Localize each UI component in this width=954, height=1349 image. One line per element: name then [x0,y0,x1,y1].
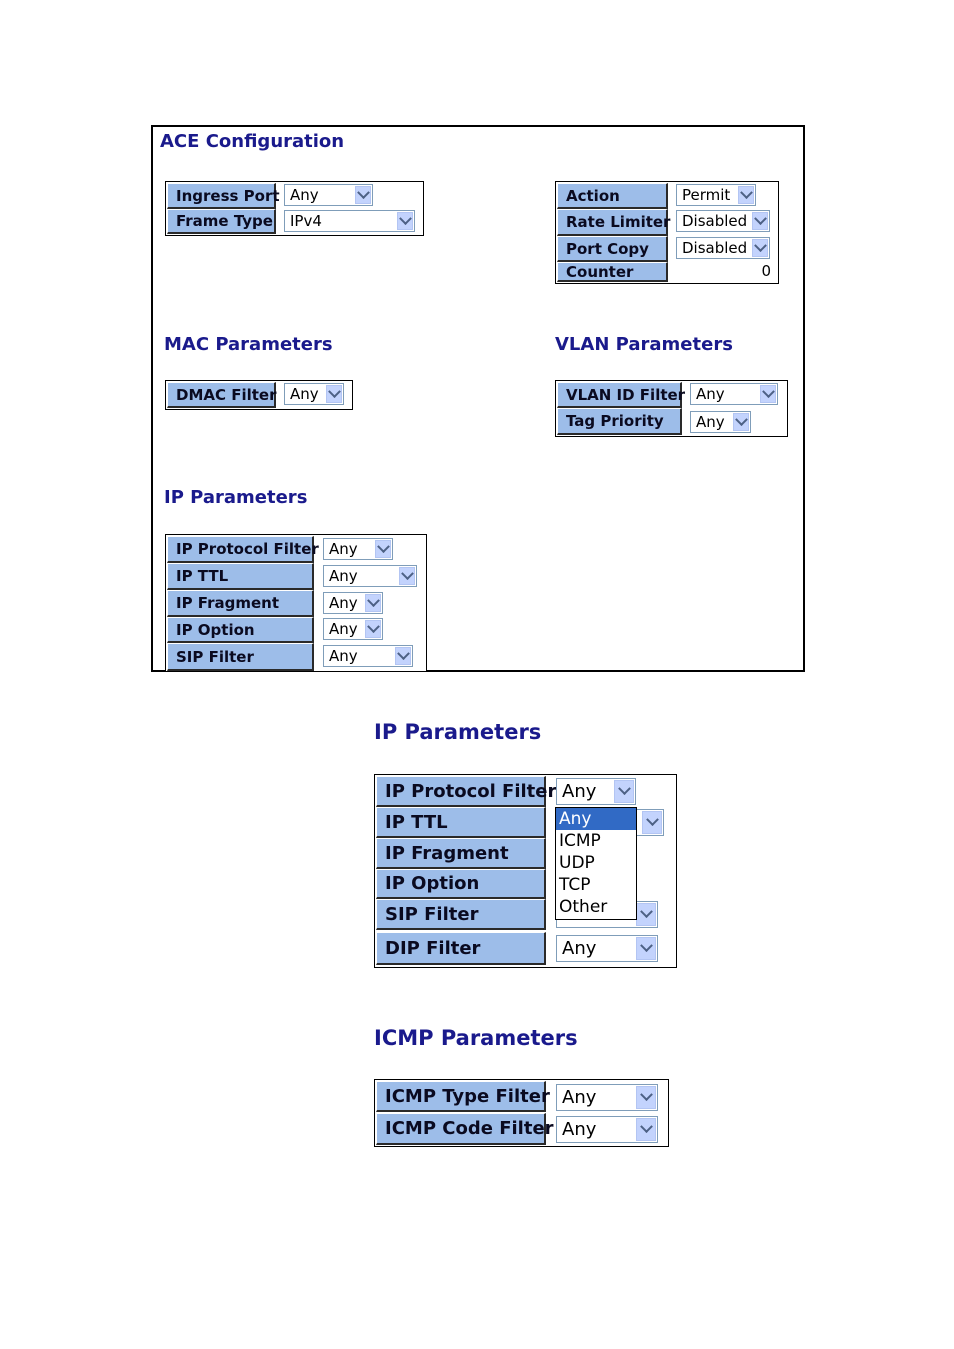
chevron-down-icon [326,385,342,403]
sip-filter-label: SIP Filter [167,643,314,671]
dropdown-option-udp[interactable]: UDP [559,853,595,873]
chevron-down-icon [355,186,371,204]
mac-parameters-title: MAC Parameters [164,334,333,355]
ip-table-panel [165,534,427,671]
port-copy-select[interactable]: Disabled [676,237,770,259]
chevron-down-icon [752,212,768,230]
chevron-down-icon [738,186,754,204]
icmp-type-filter-select[interactable]: Any [556,1084,658,1111]
dropdown-option-other[interactable]: Other [559,897,608,917]
vlan-parameters-title: VLAN Parameters [555,334,733,355]
icmp-code-filter-label: ICMP Code Filter [376,1113,546,1145]
vlan-id-filter-label: VLAN ID Filter [557,382,682,408]
dropdown-option-icmp[interactable]: ICMP [559,831,601,851]
chevron-down-icon [375,540,391,558]
dmac-filter-label: DMAC Filter [167,382,276,408]
chevron-down-icon [636,937,656,960]
ip-protocol-filter-label: IP Protocol Filter [167,536,314,563]
chevron-down-icon [760,385,776,403]
ingress-frame-table [165,181,424,236]
chevron-down-icon [365,620,381,638]
ip-ttl-label: IP TTL [167,563,314,590]
ingress-port-select[interactable]: Any [284,184,373,206]
sip-filter-label: SIP Filter [376,899,546,930]
counter-label: Counter [557,262,668,282]
ip-protocol-dropdown-list [555,807,637,920]
icmp-code-filter-select[interactable]: Any [556,1116,658,1143]
ip-parameters-title-panel: IP Parameters [164,487,308,508]
dropdown-option-any[interactable]: Any [556,808,636,830]
mac-table [165,380,353,410]
ip-fragment-label: IP Fragment [376,838,546,869]
chevron-down-icon [733,413,749,431]
frame-type-label: Frame Type [167,209,276,234]
chevron-down-icon [397,212,413,230]
dmac-filter-select[interactable]: Any [284,383,344,405]
chevron-down-icon [642,811,662,834]
ip-ttl-label: IP TTL [376,807,546,838]
rate-limiter-select[interactable]: Disabled [676,210,770,232]
port-copy-label: Port Copy [557,236,668,262]
ip-option-label: IP Option [376,869,546,899]
ip-parameters-title: IP Parameters [374,720,542,744]
tag-priority-label: Tag Priority [557,408,682,435]
chevron-down-icon [636,1118,656,1141]
chevron-down-icon [636,1086,656,1109]
ip-protocol-filter-select[interactable]: Any [323,538,393,560]
ip-protocol-filter-select[interactable]: Any [556,778,636,805]
icmp-type-filter-label: ICMP Type Filter [376,1081,546,1112]
ip-fragment-label: IP Fragment [167,590,314,617]
chevron-down-icon [614,780,634,803]
frame-type-select[interactable]: IPv4 [284,210,415,232]
ace-configuration-panel [151,125,805,672]
sip-filter-select[interactable]: Any [323,645,413,667]
vlan-id-filter-select[interactable]: Any [690,383,778,405]
ace-title: ACE Configuration [160,131,345,152]
ip-fragment-select[interactable]: Any [323,592,383,614]
chevron-down-icon [399,567,415,585]
ip-ttl-select[interactable]: Any [323,565,417,587]
chevron-down-icon [636,903,656,926]
counter-value: 0 [761,262,771,280]
action-select[interactable]: Permit [676,184,756,206]
dropdown-option-tcp[interactable]: TCP [559,875,591,895]
ingress-port-label: Ingress Port [167,183,276,209]
chevron-down-icon [752,239,768,257]
icmp-parameters-title: ICMP Parameters [374,1026,578,1050]
tag-priority-select[interactable]: Any [690,411,751,433]
action-label: Action [557,183,668,209]
dip-filter-label: DIP Filter [376,932,546,965]
dip-filter-select[interactable]: Any [556,935,658,962]
rate-limiter-label: Rate Limiter [557,209,668,236]
icmp-parameters-table [374,1079,669,1147]
ip-protocol-filter-label: IP Protocol Filter [376,776,546,807]
ip-option-select[interactable]: Any [323,618,383,640]
action-table [555,181,779,284]
vlan-table [555,380,788,437]
chevron-down-icon [395,647,411,665]
ip-option-label: IP Option [167,617,314,643]
chevron-down-icon [365,594,381,612]
